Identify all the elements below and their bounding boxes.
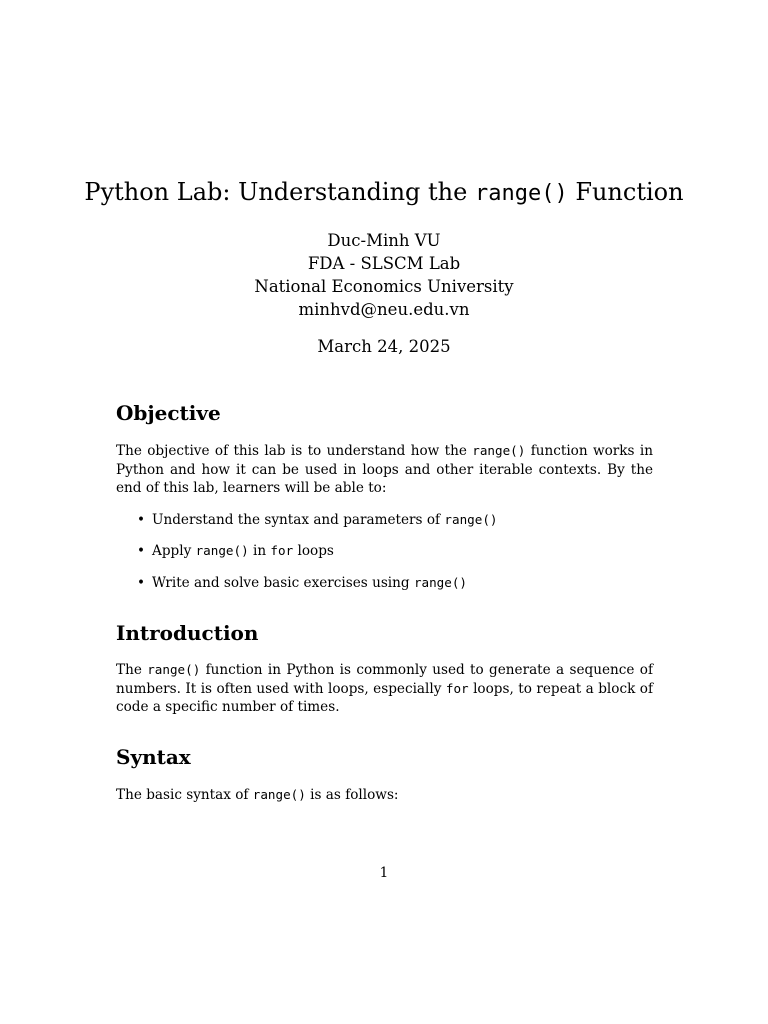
text-run: function works in Python and how it can be used in loops and other iterable contexts. By the end of this lab, learners will be able to: [116, 443, 653, 496]
syntax-paragraph [116, 786, 653, 805]
inline-code: range() [147, 662, 201, 677]
text-run: Understand the syntax and parameters of [152, 512, 445, 528]
list-item-text [152, 574, 467, 592]
text-run: in [248, 543, 271, 559]
list-item-text [152, 511, 497, 529]
title-text: Python Lab: Understanding the [84, 178, 475, 206]
title-code: range() [474, 181, 568, 206]
section-heading-objective: Objective [116, 401, 221, 425]
document-date: March 24, 2025 [317, 337, 451, 356]
inline-code: range() [195, 543, 249, 558]
bullet-icon: • [137, 575, 146, 591]
title-text-end: Function [567, 178, 684, 206]
document-title [0, 176, 768, 210]
inline-code: range() [413, 575, 468, 590]
text-run: is as follows: [305, 787, 399, 803]
section-heading-syntax: Syntax [116, 745, 191, 769]
inline-code: range() [472, 443, 526, 458]
inline-code: range() [444, 512, 498, 527]
section-heading-introduction: Introduction [116, 621, 259, 645]
objective-paragraph [116, 442, 653, 498]
text-run: The basic syntax of [116, 787, 253, 803]
text-run: The objective of this lab is to understand how the [116, 443, 473, 459]
list-item-text [152, 542, 334, 560]
author-email: minhvd@neu.edu.vn [298, 300, 470, 319]
bullet-icon: • [137, 543, 146, 559]
author-block [0, 229, 768, 321]
text-run: The [116, 662, 148, 678]
author-name: Duc-Minh VU [327, 231, 441, 250]
inline-code: for [445, 680, 469, 696]
author-university: National Economics University [254, 277, 514, 296]
text-run: Apply [152, 543, 196, 559]
text-run: Write and solve basic exercises using [152, 575, 414, 591]
page-number: 1 [379, 865, 389, 881]
bullet-icon: • [137, 512, 146, 528]
inline-code: range() [252, 787, 306, 802]
author-lab: FDA - SLSCM Lab [307, 254, 461, 273]
inline-code: for [270, 543, 294, 558]
text-run: loops, to repeat a block of code a specific number of times. [116, 680, 653, 715]
text-run: function in Python is commonly used to generate a sequence of numbers. It is often used with loops, especially [116, 662, 653, 697]
introduction-paragraph [116, 661, 653, 717]
text-run: loops [293, 543, 334, 559]
